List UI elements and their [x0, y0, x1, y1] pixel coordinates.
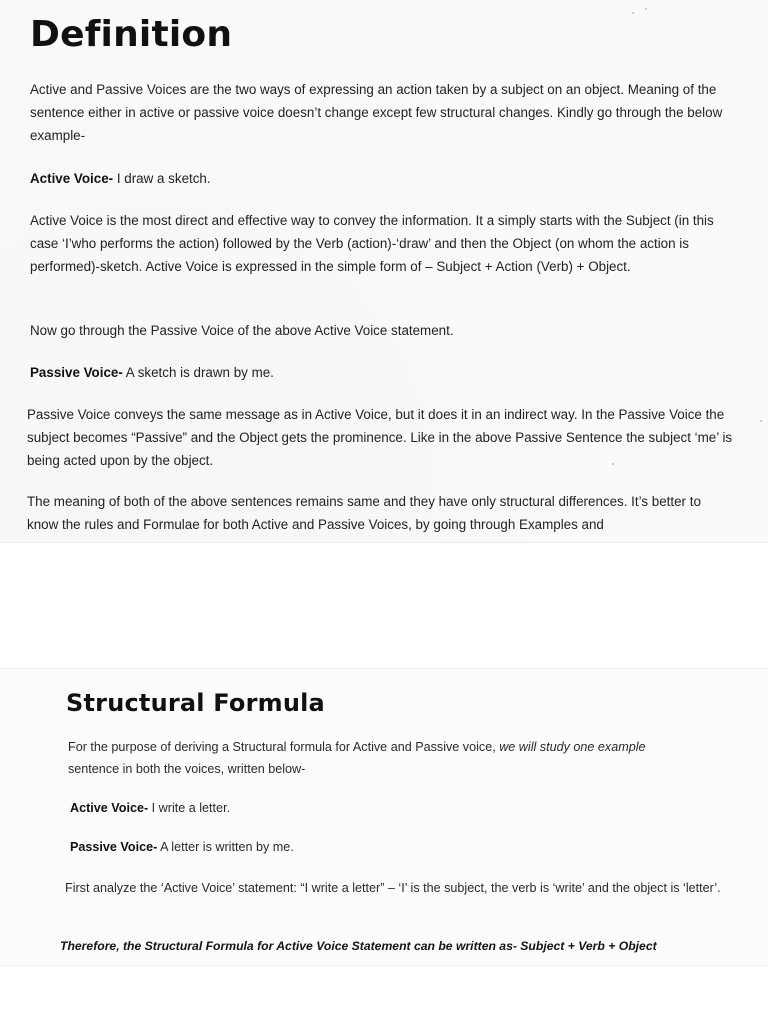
passive-voice-example — [30, 361, 738, 384]
scan-speck — [632, 12, 634, 14]
structural-analysis-paragraph: First analyze the ‘Active Voice’ statement: “I write a letter” – ‘I’ is the subject, the verb is ‘write’ and the object is ‘letter’. — [65, 881, 721, 895]
structural-active-label: Active Voice- — [70, 801, 149, 815]
scan-speck — [645, 8, 647, 10]
active-voice-explanation: Active Voice is the most direct and effective way to convey the information. It a simply starts with the Subject (in this case ‘I’who performs the action) followed by the Verb (action)-‘draw’ and then the Object (on whom the action is performed)-sketch. Active Voice is expressed in the simple form of – Subject + Action (Verb) + Object. — [30, 213, 714, 274]
structural-formula-statement: Therefore, the Structural Formula for Active Voice Statement can be written as- Subject + Verb + Object — [60, 939, 657, 953]
definition-intro-paragraph: Active and Passive Voices are the two ways of expressing an action taken by a subject on an object. Meaning of the sentence either in active or passive voice doesn’t change except few structural changes. Kindly go through the below example- — [30, 82, 723, 143]
scan-speck — [760, 420, 762, 422]
active-voice-label: Active Voice- — [30, 171, 114, 186]
structural-active-sentence: I write a letter. — [148, 801, 231, 815]
definition-heading: Definition — [30, 14, 233, 55]
structural-intro-italic: we will study one example — [499, 740, 646, 754]
scan-speck — [612, 463, 614, 465]
structural-intro-paragraph — [68, 736, 748, 780]
structural-formula-page-scan — [0, 668, 768, 966]
structural-intro-text: For the purpose of deriving a Structural formula for Active and Passive voice, — [68, 740, 500, 754]
structural-passive-label: Passive Voice- — [70, 840, 158, 854]
transition-sentence: Now go through the Passive Voice of the above Active Voice statement. — [30, 323, 454, 338]
passive-voice-explanation: Passive Voice conveys the same message as in Active Voice, but it does it in an indirect way. In the Passive Voice the subject becomes “Passive” and the Object gets the prominence. Like in the above Passive Sentence the subject ‘me’ is being acted upon by the object. — [27, 407, 733, 468]
structural-active-example — [70, 797, 750, 819]
passive-voice-label: Passive Voice- — [30, 365, 123, 380]
passive-voice-sentence: A sketch is drawn by me. — [122, 365, 274, 380]
structural-formula-heading: Structural Formula — [66, 689, 325, 717]
closing-paragraph: The meaning of both of the above sentences remains same and they have only structural differences. It’s better to know the rules and Formulae for both Active and Passive Voices, by going through Examples and — [27, 494, 701, 532]
structural-passive-sentence: A letter is written by me. — [157, 840, 294, 854]
structural-passive-example — [70, 836, 750, 858]
active-voice-example — [30, 167, 738, 190]
active-voice-sentence: I draw a sketch. — [113, 171, 211, 186]
structural-intro-tail: sentence in both the voices, written below- — [68, 762, 306, 776]
